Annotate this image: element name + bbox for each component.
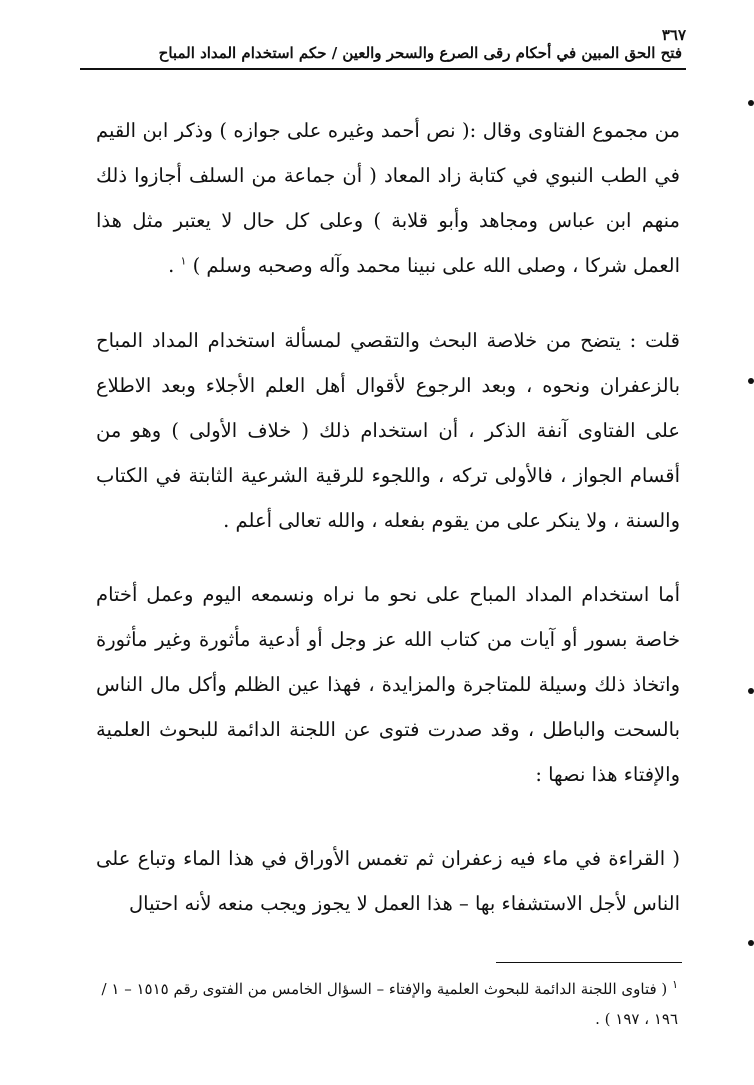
binding-hole-mark [748,688,754,694]
running-title: فتح الحق المبين في أحكام رقى الصرع والسحر والعين / حكم استخدام المداد المباح [158,44,682,62]
binding-hole-mark [748,378,754,384]
paragraph-2-text: قلت : يتضح من خلاصة البحث والتقصي لمسألة استخدام المداد المباح بالزعفران ونحوه ، وبعد الرجوع لأقوال أهل العلم الأجلاء وبعد الاطلاع على الفتاوى آنفة الذكر ، أن استخدام ذلك ( خلاف الأولى ) وهو من أقسام الجواز ، فالأولى تركه ، واللجوء للرقية الشرعية الثابتة في الكتاب والسنة ، ولا ينكر على من يقوم بفعله ، والله تعالى أعلم . [96,329,680,532]
footnote-marker: ١ [672,978,678,991]
footnote-text: ( فتاوى اللجنة الدائمة للبحوث العلمية والإفتاء – السؤال الخامس من الفتوى رقم ١٥١٥ – ١ / ١٩٦ ، ١٩٧ ) . [101,980,678,1028]
footnote [88,974,678,1034]
paragraph-4 [96,836,680,926]
paragraph-1-text: من مجموع الفتاوى وقال :( نص أحمد وغيره على جوازه ) وذكر ابن القيم في الطب النبوي في كتابة زاد المعاد ( أن جماعة من السلف أجازوا ذلك منهم ابن عباس ومجاهد وأبو قلابة ) وعلى كل حال لا يعتبر مثل هذا العمل شركا ، وصلى الله على نبينا محمد وآله وصحبه وسلم ) [96,119,680,277]
paragraph-3-text: أما استخدام المداد المباح على نحو ما نراه ونسمعه اليوم وعمل أختام خاصة بسور أو آيات من كتاب الله عز وجل أو أدعية مأثورة وغير مأثورة واتخاذ ذلك وسيلة للمتاجرة والمزايدة ، فهذا عين الظلم وأكل مال الناس بالسحت والباطل ، وقد صدرت فتوى عن اللجنة الدائمة للبحوث العلمية والإفتاء هذا نصها : [96,583,680,786]
binding-hole-mark [748,940,754,946]
paragraph-1-tail: . [168,254,181,277]
footnote-divider [496,962,682,963]
page-number: ٣٦٧ [661,26,686,44]
binding-hole-mark [748,100,754,106]
page-header [80,22,686,70]
footnote-reference[interactable]: ١ [180,254,187,268]
paragraph-2 [96,318,680,543]
paragraph-3 [96,572,680,797]
paragraph-1 [96,108,680,288]
paragraph-4-text: ( القراءة في ماء فيه زعفران ثم تغمس الأوراق في هذا الماء وتباع على الناس لأجل الاستشفاء بها – هذا العمل لا يجوز ويجب منعه لأنه احتيال [96,847,680,915]
